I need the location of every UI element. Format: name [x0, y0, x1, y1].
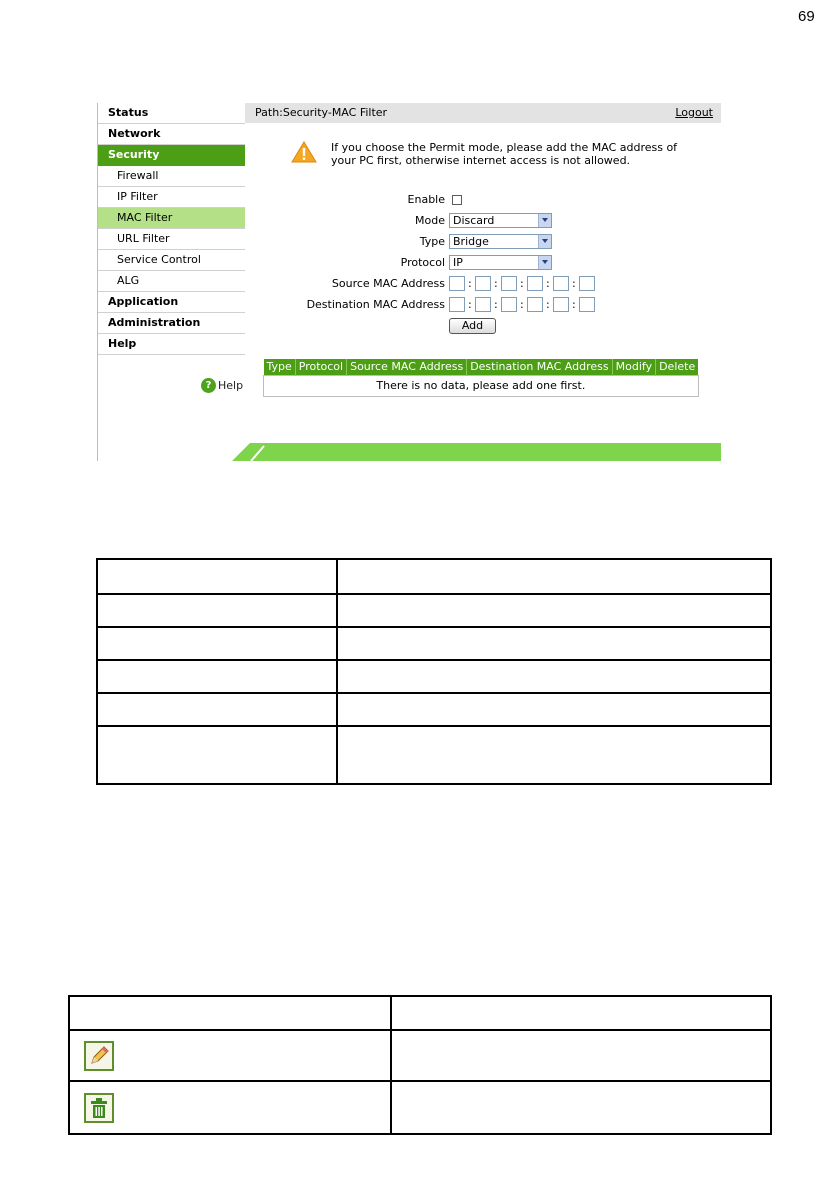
- table-row: [97, 559, 771, 594]
- destination-mac-octet-2[interactable]: [475, 297, 491, 312]
- destination-mac-octet-3[interactable]: [501, 297, 517, 312]
- parameter-description-table: [96, 558, 772, 785]
- add-button[interactable]: Add: [449, 318, 496, 334]
- mode-label: Mode: [415, 214, 445, 227]
- footer-band: [97, 443, 721, 461]
- chevron-down-icon: [538, 235, 551, 248]
- destination-mac-octet-6[interactable]: [579, 297, 595, 312]
- column-header-type: Type: [264, 359, 296, 375]
- mac-separator: :: [520, 298, 524, 311]
- sidebar-item-network[interactable]: Network: [98, 124, 245, 145]
- breadcrumb-bar: [245, 103, 721, 123]
- source-mac-label: Source MAC Address: [331, 277, 445, 290]
- destination-mac-row: [245, 296, 721, 314]
- table-row: [69, 1030, 771, 1081]
- type-select[interactable]: [449, 234, 552, 249]
- table-row: [69, 996, 771, 1030]
- source-mac-octet-1[interactable]: [449, 276, 465, 291]
- sidebar-item-mac-filter[interactable]: MAC Filter: [98, 208, 245, 229]
- sidebar-item-status[interactable]: Status: [98, 103, 245, 124]
- enable-label: Enable: [407, 193, 445, 206]
- destination-mac-octet-5[interactable]: [553, 297, 569, 312]
- source-mac-row: [245, 275, 721, 293]
- mac-separator: :: [520, 277, 524, 290]
- type-select-value: Bridge: [453, 235, 489, 248]
- pencil-edit-icon: [84, 1041, 114, 1071]
- mac-separator: :: [572, 277, 576, 290]
- table-row: [264, 375, 699, 396]
- chevron-down-icon: [538, 256, 551, 269]
- column-header-delete: Delete: [656, 359, 699, 375]
- destination-mac-octet-4[interactable]: [527, 297, 543, 312]
- destination-mac-octet-1[interactable]: [449, 297, 465, 312]
- table-row: [97, 594, 771, 627]
- table-row: [97, 627, 771, 660]
- breadcrumb: Path:Security-MAC Filter: [255, 106, 388, 119]
- type-row: [245, 233, 721, 251]
- page-number: 69: [798, 8, 815, 25]
- table-row: [69, 1081, 771, 1134]
- enable-checkbox[interactable]: [452, 195, 462, 205]
- help-link[interactable]: [201, 378, 243, 393]
- logout-link[interactable]: Logout: [675, 106, 713, 119]
- protocol-select-value: IP: [453, 256, 463, 269]
- mac-separator: :: [546, 298, 550, 311]
- source-mac-octet-5[interactable]: [553, 276, 569, 291]
- sidebar-item-application[interactable]: Application: [98, 292, 245, 313]
- protocol-row: [245, 254, 721, 272]
- empty-table-message: There is no data, please add one first.: [264, 375, 699, 396]
- type-label: Type: [419, 235, 445, 248]
- icon-description-table: [68, 995, 772, 1135]
- enable-row: [245, 191, 721, 209]
- table-header-row: [264, 359, 699, 375]
- sidebar-item-service-control[interactable]: Service Control: [98, 250, 245, 271]
- mode-select-value: Discard: [453, 214, 495, 227]
- sidebar-nav: [97, 103, 245, 461]
- mode-row: [245, 212, 721, 230]
- source-mac-octet-4[interactable]: [527, 276, 543, 291]
- destination-mac-label: Destination MAC Address: [306, 298, 445, 311]
- question-mark-icon: ?: [201, 378, 216, 393]
- sidebar-item-ip-filter[interactable]: IP Filter: [98, 187, 245, 208]
- mac-filter-table: [263, 359, 699, 397]
- sidebar-item-url-filter[interactable]: URL Filter: [98, 229, 245, 250]
- main-content: [245, 103, 721, 461]
- column-header-modify: Modify: [612, 359, 655, 375]
- warning-triangle-icon: [291, 141, 317, 163]
- mac-separator: :: [468, 298, 472, 311]
- source-mac-octet-6[interactable]: [579, 276, 595, 291]
- chevron-down-icon: [538, 214, 551, 227]
- sidebar-item-administration[interactable]: Administration: [98, 313, 245, 334]
- mac-separator: :: [572, 298, 576, 311]
- protocol-select[interactable]: [449, 255, 552, 270]
- source-mac-octet-3[interactable]: [501, 276, 517, 291]
- mac-separator: :: [494, 277, 498, 290]
- table-row: [97, 726, 771, 784]
- mode-select[interactable]: [449, 213, 552, 228]
- sidebar-item-help[interactable]: Help: [98, 334, 245, 355]
- source-mac-octet-2[interactable]: [475, 276, 491, 291]
- table-row: [97, 693, 771, 726]
- column-header-destination-mac: Destination MAC Address: [467, 359, 612, 375]
- mac-separator: :: [546, 277, 550, 290]
- warning-message: If you choose the Permit mode, please add the MAC address of your PC first, otherwise internet access is not allowed.: [331, 141, 678, 167]
- protocol-label: Protocol: [400, 256, 445, 269]
- sidebar-item-firewall[interactable]: Firewall: [98, 166, 245, 187]
- help-link-label: Help: [218, 379, 244, 392]
- table-row: [97, 660, 771, 693]
- router-admin-screenshot: [97, 103, 721, 461]
- mac-separator: :: [494, 298, 498, 311]
- column-header-source-mac: Source MAC Address: [347, 359, 467, 375]
- column-header-protocol: Protocol: [295, 359, 346, 375]
- trash-delete-icon: [84, 1093, 114, 1123]
- sidebar-item-security[interactable]: Security: [98, 145, 245, 166]
- sidebar-item-alg[interactable]: ALG: [98, 271, 245, 292]
- mac-separator: :: [468, 277, 472, 290]
